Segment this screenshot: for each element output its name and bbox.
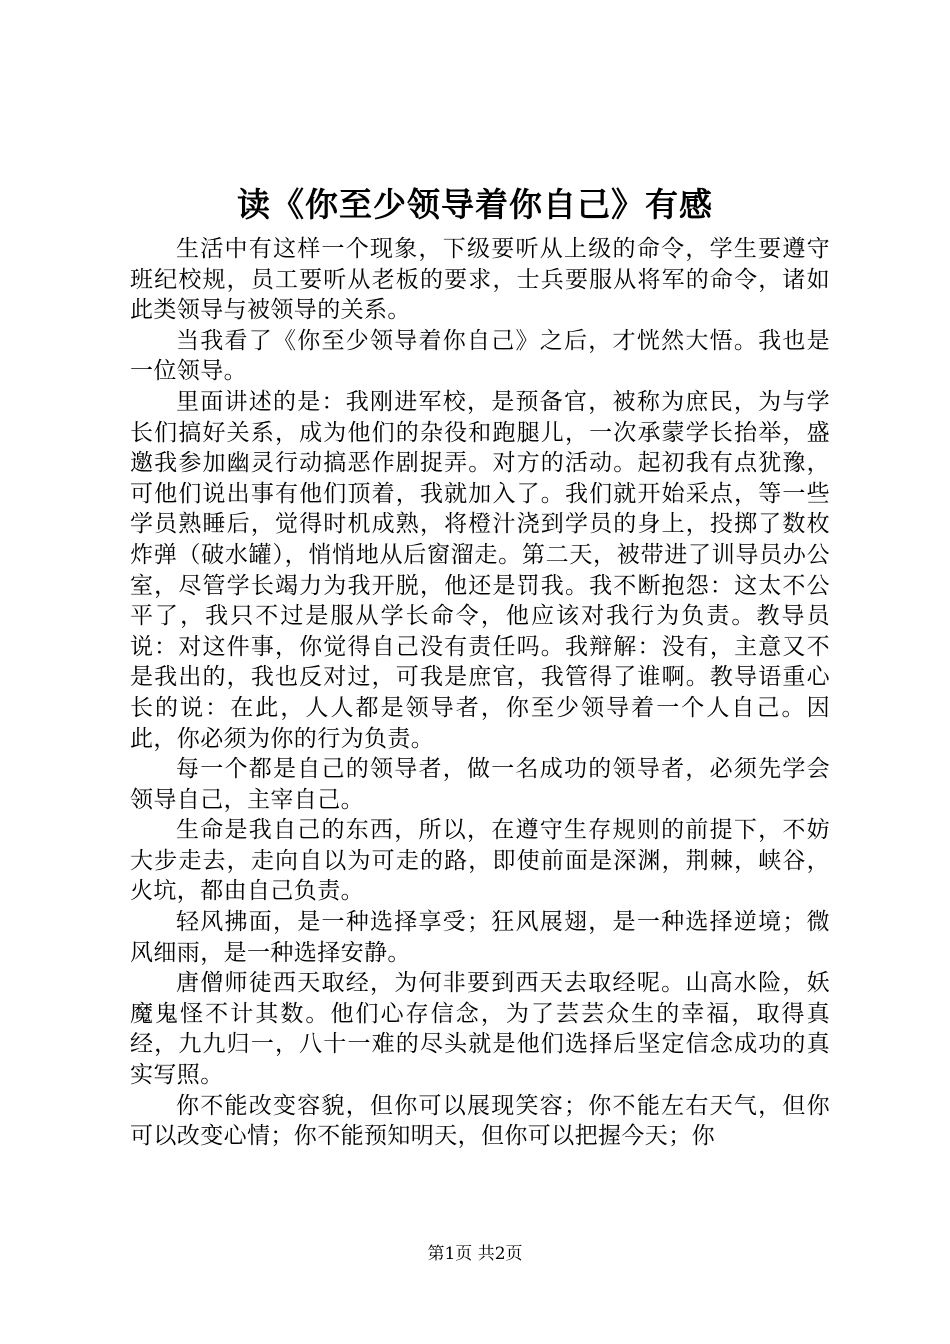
page-number-footer: 第1页 共2页	[427, 1244, 523, 1264]
paragraph: 你不能改变容貌，但你可以展现笑容；你不能左右天气，但你可以改变心情；你不能预知明天，但你可以把握今天；你	[130, 1092, 830, 1150]
paragraph: 生活中有这样一个现象，下级要听从上级的命令，学生要遵守班纪校规，员工要听从老板的要求，士兵要服从将军的命令，诸如此类领导与被领导的关系。	[130, 236, 830, 324]
paragraph: 生命是我自己的东西，所以，在遵守生存规则的前提下，不妨大步走去，走向自以为可走的路，即使前面是深渊，荆棘，峡谷，火坑，都由自己负责。	[130, 817, 830, 905]
paragraph: 唐僧师徒西天取经，为何非要到西天去取经呢。山高水险，妖魔鬼怪不计其数。他们心存信念，为了芸芸众生的幸福，取得真经，九九归一，八十一难的尽头就是他们选择后坚定信念成功的真实写照。	[130, 970, 830, 1089]
paragraph: 当我看了《你至少领导着你自己》之后，才恍然大悟。我也是一位领导。	[130, 327, 830, 385]
paragraph: 每一个都是自己的领导者，做一名成功的领导者，必须先学会领导自己，主宰自己。	[130, 756, 830, 813]
paragraph: 里面讲述的是：我刚进军校，是预备官，被称为庶民，为与学长们搞好关系，成为他们的杂役和跑腿儿，一次承蒙学长抬举，盛邀我参加幽灵行动搞恶作剧捉弄。对方的活动。起初我有点犹豫，可他们说出事有他们顶着，我就加入了。我们就开始采点，等一些学员熟睡后，觉得时机成熟，将橙汁浇到学员的身上，投掷了数枚炸弹（破水罐），悄悄地从后窗溜走。第二天，被带进了训导员办公室，尽管学长竭力为我开脱，他还是罚我。我不断抱怨：这太不公平了，我只不过是服从学长命令，他应该对我行为负责。教导员说：对这件事，你觉得自己没有责任吗。我辩解：没有，主意又不是我出的，我也反对过，可我是庶官，我管得了谁啊。教导语重心长的说：在此，人人都是领导者，你至少领导着一个人自己。因此，你必须为你的行为负责。	[130, 388, 830, 752]
document-title: 读《你至少领导着你自己》有感	[237, 185, 713, 224]
paragraph: 轻风拂面，是一种选择享受；狂风展翅，是一种选择逆境；微风细雨，是一种选择安静。	[130, 909, 830, 966]
document-body	[130, 234, 830, 1152]
